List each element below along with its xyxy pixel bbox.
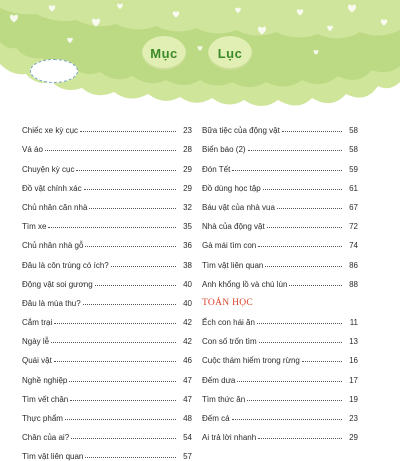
toc-entry: [22, 231, 192, 250]
dot-leader: [248, 150, 342, 151]
dot-leader: [80, 131, 176, 132]
toc-entry-page: 11: [349, 318, 358, 328]
toc-entry: [22, 365, 192, 384]
dot-leader: [232, 419, 342, 420]
dot-leader: [282, 131, 342, 132]
toc-entry: [202, 135, 358, 154]
dot-leader: [71, 438, 176, 439]
toc-entry-page: 58: [349, 126, 358, 136]
toc-entry-title: Báu vật của nhà vua: [202, 202, 275, 212]
dot-leader: [258, 438, 342, 439]
toc-entry-title: Con số trốn tìm: [202, 337, 257, 347]
toc-entry-title: Chủ nhân căn nhà: [22, 202, 88, 212]
toc-entry-title: Nhà của động vật: [202, 222, 265, 232]
toc-entry: [22, 154, 192, 173]
dot-leader: [54, 361, 176, 362]
toc-entry: [202, 174, 358, 193]
dot-leader: [70, 400, 176, 401]
toc-entry-title: Gà mái tìm con: [202, 241, 257, 251]
toc-entry-title: Anh khổng lồ và chú lùn: [202, 279, 288, 289]
toc-entry-title: Chủ nhân nhà gỗ: [22, 241, 84, 251]
title-part1: Mục: [150, 45, 178, 61]
toc-entry-page: 57: [183, 452, 192, 461]
toc-entry-title: Đếm cá: [202, 414, 230, 423]
toc-entry: [202, 116, 358, 135]
toc-entry-page: 67: [349, 202, 358, 212]
toc-entry-page: 88: [349, 279, 358, 289]
toc-entry: [202, 154, 358, 173]
dot-leader: [51, 342, 176, 343]
dot-leader: [65, 419, 176, 420]
toc-entry: [22, 327, 192, 346]
toc-entry: [22, 346, 192, 365]
dot-leader: [54, 323, 176, 324]
toc-entry: [202, 193, 358, 212]
toc-entry: [202, 250, 358, 269]
toc-entry-page: 19: [349, 394, 358, 404]
toc-entry-page: 54: [183, 433, 192, 443]
toc-entry: [202, 346, 358, 365]
toc-entry: [22, 116, 192, 135]
toc-entry-title: Tìm vật liên quan: [202, 260, 264, 270]
toc-entry: [22, 404, 192, 423]
toc-entry-page: 17: [349, 375, 358, 385]
toc-entry-title: Đón Tết: [202, 164, 231, 174]
toc-entry-page: 47: [183, 394, 192, 404]
toc-entry-title: Tìm xe: [22, 222, 47, 232]
toc-entry: [22, 212, 192, 231]
toc-entry-title: Chân của ai?: [22, 433, 70, 443]
toc-entry-page: 13: [349, 337, 358, 347]
toc-entry-title: Tìm vết chân: [22, 394, 69, 404]
dot-leader: [95, 285, 176, 286]
toc-entry-title: Đếm dưa: [202, 375, 236, 385]
toc-entry-page: 42: [183, 337, 192, 347]
toc-entry-page: 29: [183, 183, 192, 193]
toc-entry: [22, 270, 192, 289]
toc-entry-title: Bữa tiệc của động vật: [202, 126, 280, 136]
toc-entry-page: 23: [183, 126, 192, 136]
toc-entry-page: 40: [183, 279, 192, 289]
section-heading-math: TOÁN HỌC: [202, 297, 254, 308]
toc-entry-page: 40: [183, 298, 192, 308]
title-bubble-right: [208, 36, 252, 70]
toc-entry: [22, 385, 192, 404]
toc-entry-title: Biển báo (2): [202, 145, 246, 155]
toc-entry-page: 47: [183, 375, 192, 385]
toc-column-right: [202, 116, 358, 442]
toc-column-left: [22, 116, 192, 461]
dot-leader: [259, 342, 342, 343]
toc-entry: [22, 423, 192, 442]
toc-entry-page: 16: [349, 356, 358, 366]
toc-entry-page: 58: [349, 145, 358, 155]
dot-leader: [48, 227, 176, 228]
dot-leader: [85, 246, 176, 247]
toc-entry-page: 23: [349, 414, 358, 423]
toc-entry-title: Đâu là côn trùng có ích?: [22, 260, 109, 270]
toc-entry: [22, 250, 192, 269]
toc-entry-page: 86: [349, 260, 358, 270]
toc-entry-title: Đồ vật chính xác: [22, 183, 82, 193]
toc-entry-title: Vá áo: [22, 145, 43, 155]
dot-leader: [69, 381, 176, 382]
toc-entry-page: 36: [183, 241, 192, 251]
toc-entry-title: Chiếc xe kỳ cục: [22, 126, 79, 136]
toc-entry: [202, 231, 358, 250]
toc-entry-page: 72: [349, 222, 358, 232]
dot-leader: [277, 208, 342, 209]
toc-entry-title: Chuyện kỳ cục: [22, 164, 75, 174]
toc-entry-title: Tìm vật liên quan: [22, 452, 84, 461]
toc-entry: [202, 270, 358, 289]
toc-entry-title: Thực phẩm: [22, 414, 63, 423]
toc-entry-title: Ếch con hái ăn: [202, 318, 255, 328]
toc-entry-page: 74: [349, 241, 358, 251]
dot-leader: [232, 170, 342, 171]
toc-entry: [202, 385, 358, 404]
toc-entry-title: Tìm thức ăn: [202, 394, 246, 404]
dot-leader: [265, 266, 342, 267]
toc-entry: [22, 308, 192, 327]
toc-entry-title: Động vật soi gương: [22, 279, 93, 289]
dot-leader: [237, 381, 342, 382]
toc-entry: [202, 212, 358, 231]
dot-leader: [247, 400, 342, 401]
dot-leader: [257, 323, 342, 324]
dot-leader: [76, 170, 176, 171]
toc-entry-page: 32: [183, 202, 192, 212]
dot-leader: [111, 266, 176, 267]
toc-entry-title: Cuộc thám hiểm trong rừng: [202, 356, 300, 366]
toc-entry-page: 29: [183, 164, 192, 174]
toc-entry-page: 61: [349, 183, 358, 193]
title-part2: Lục: [217, 45, 243, 61]
dot-leader: [45, 150, 176, 151]
toc-entry-title: Đâu là mùa thu?: [22, 298, 81, 308]
toc-entry: [22, 193, 192, 212]
dashed-label-oval: [30, 59, 78, 83]
toc-entry: [202, 423, 358, 442]
dot-leader: [302, 361, 342, 362]
toc-entry-page: 48: [183, 414, 192, 423]
toc-entry-title: Đồ dùng học tập: [202, 183, 261, 193]
toc-entry-title: Cắm trại: [22, 318, 53, 328]
toc-entry: [22, 174, 192, 193]
toc-entry-title: Nghề nghiệp: [22, 375, 68, 385]
toc-entry: [202, 404, 358, 423]
dot-leader: [89, 208, 176, 209]
toc-entry: [22, 135, 192, 154]
toc-entry: [202, 327, 358, 346]
cloud-header: [0, 0, 400, 110]
toc-entry-title: Ngày lễ: [22, 337, 50, 347]
toc-entry: [22, 289, 192, 308]
toc-entry-page: 29: [349, 433, 358, 443]
toc-entry: [202, 308, 358, 327]
toc-entry: [22, 442, 192, 461]
dot-leader: [84, 189, 176, 190]
toc-entry-page: 35: [183, 222, 192, 232]
title-bubble-left: [142, 36, 186, 70]
toc-entry-page: 38: [183, 260, 192, 270]
toc-entry-page: 28: [183, 145, 192, 155]
toc-entry: [202, 365, 358, 384]
toc-entry-title: Quái vật: [22, 356, 52, 366]
toc-entry-page: 59: [349, 164, 358, 174]
toc-entry-title: Ai trả lời nhanh: [202, 433, 257, 443]
dot-leader: [263, 189, 342, 190]
dot-leader: [85, 457, 176, 458]
dot-leader: [289, 285, 342, 286]
toc-entry-page: 46: [183, 356, 192, 366]
dot-leader: [258, 246, 342, 247]
toc-entry-page: 42: [183, 318, 192, 328]
dot-leader: [267, 227, 342, 228]
dot-leader: [83, 304, 176, 305]
